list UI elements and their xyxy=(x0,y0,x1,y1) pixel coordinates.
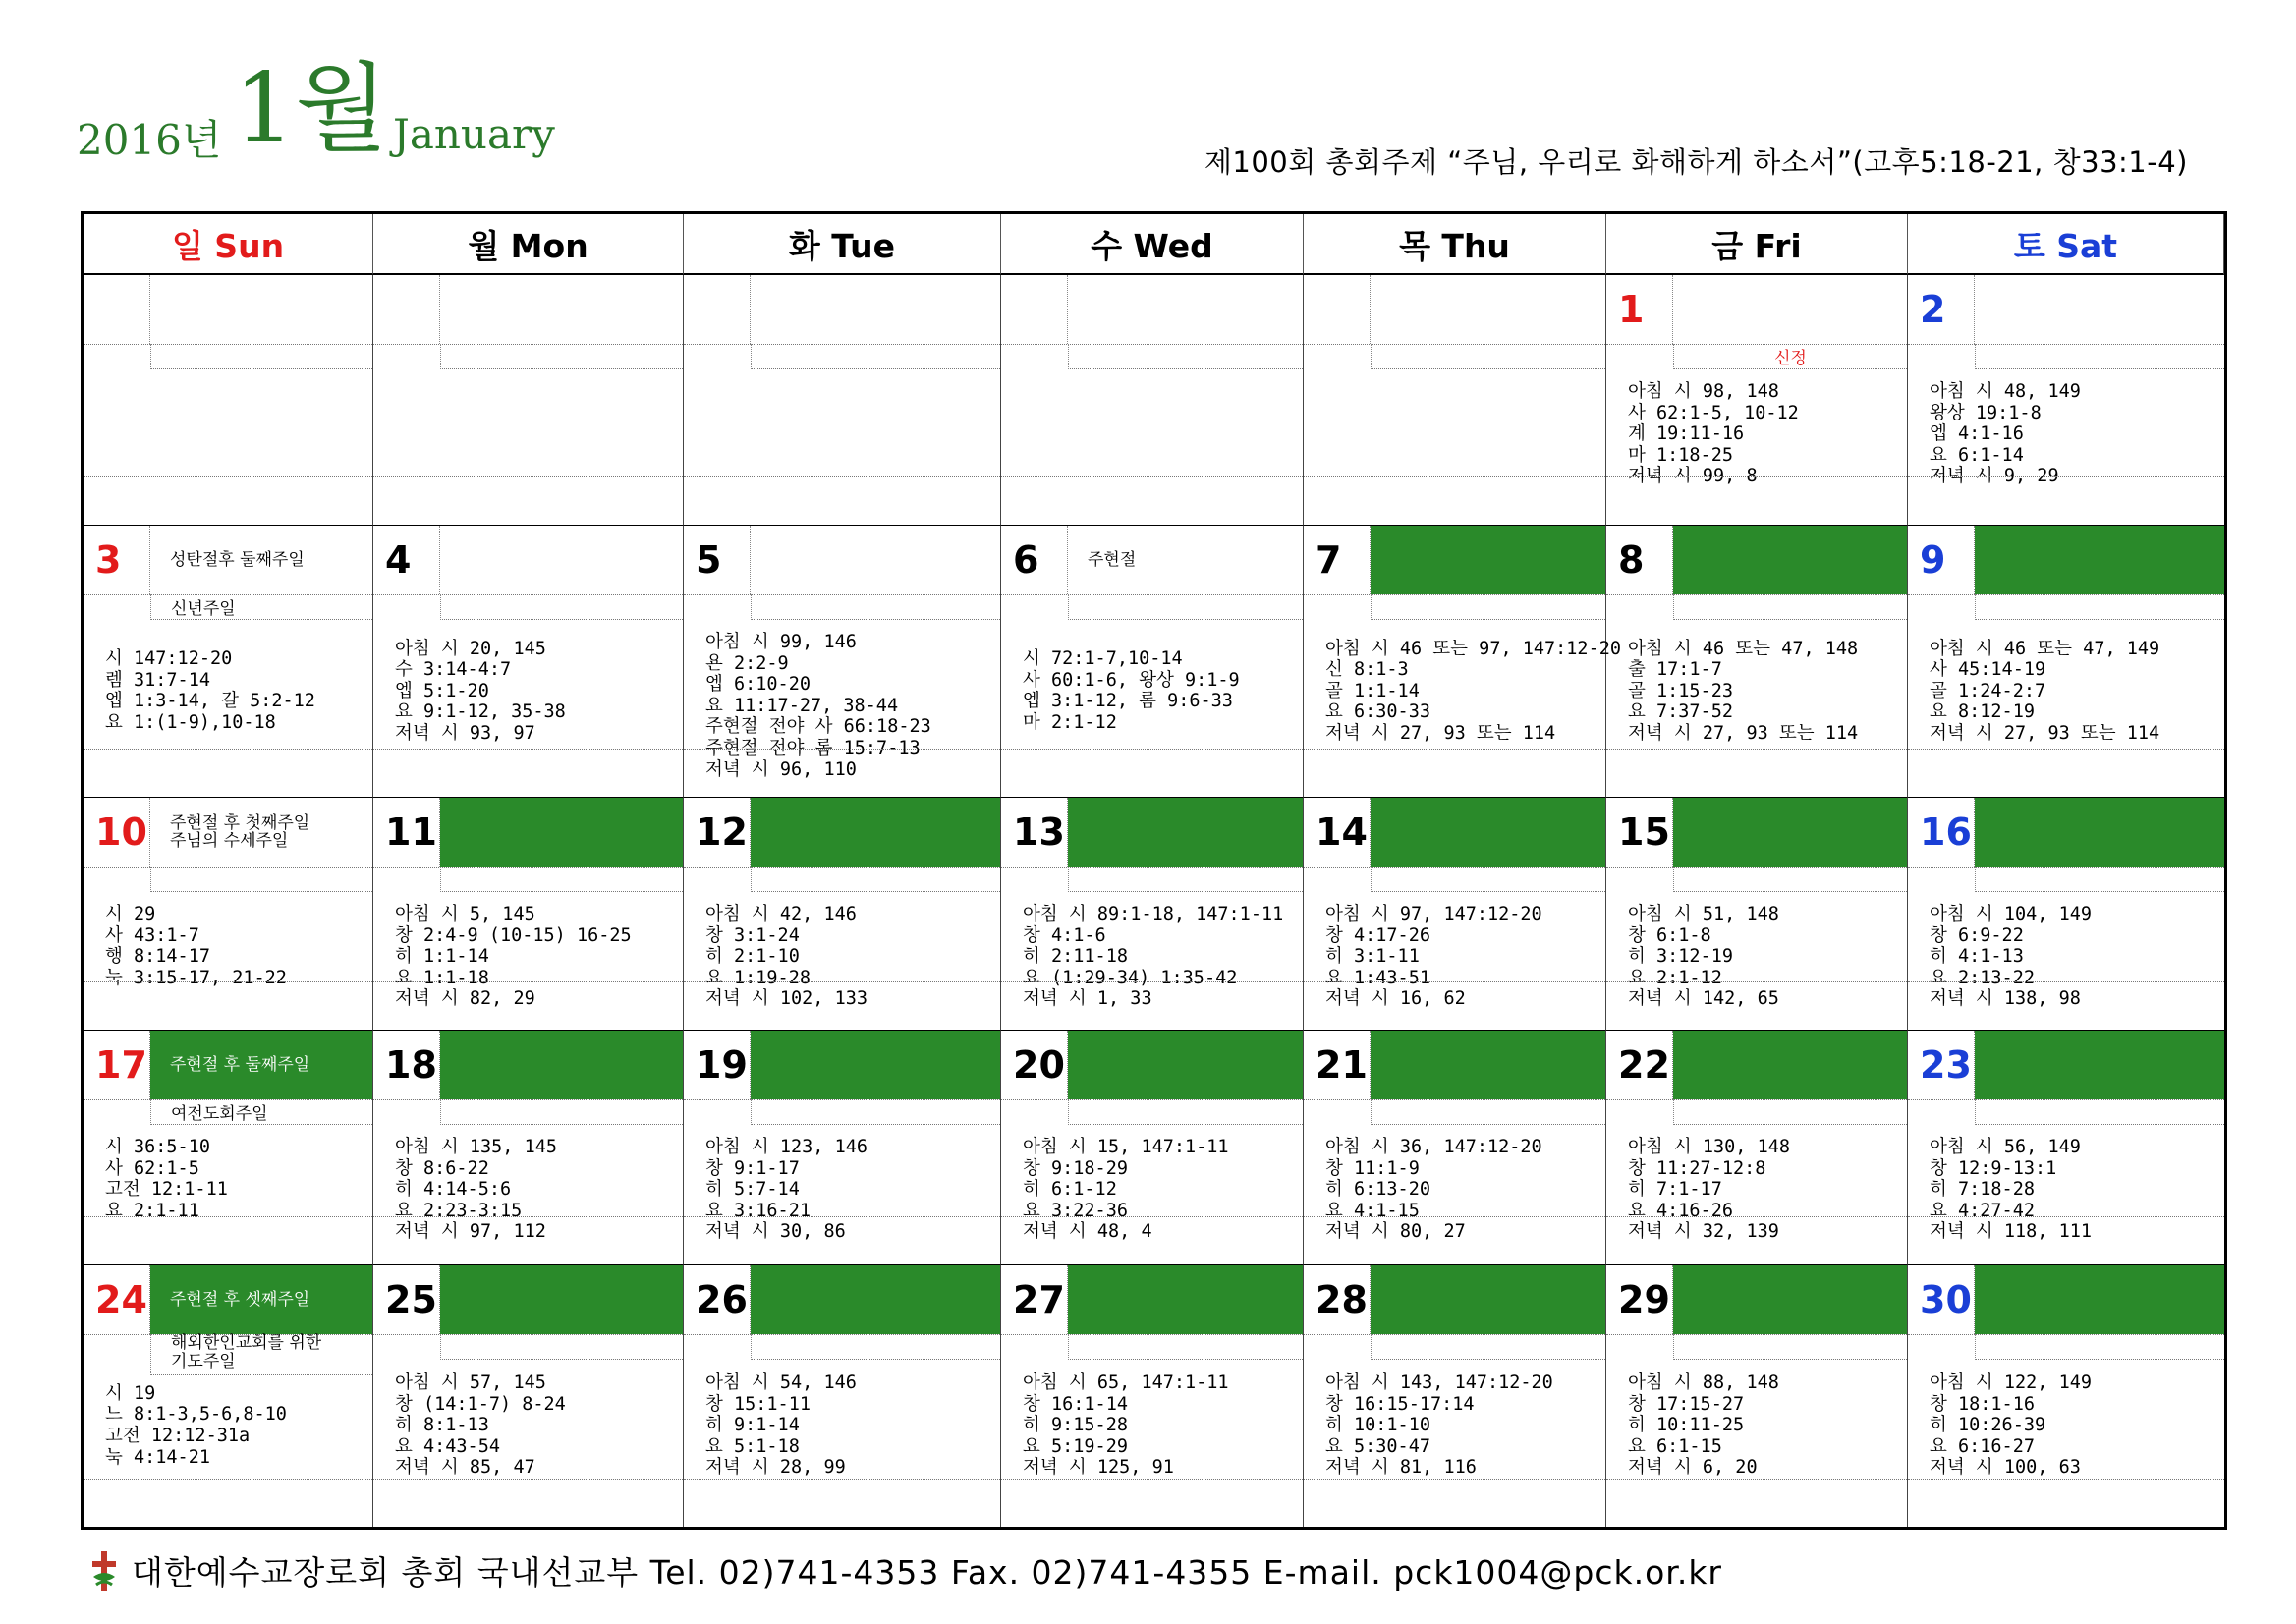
empty-day-cell xyxy=(1304,275,1606,526)
weekday-header-tue: 화 Tue xyxy=(684,214,1001,275)
day-cell-20 xyxy=(1001,1031,1304,1265)
day-number-strip xyxy=(84,526,372,595)
year-label: 2016년 xyxy=(77,116,222,164)
day-number-strip xyxy=(1606,1265,1907,1335)
lectionary-readings: 아침 시 46 또는 97, 147:12-20 신 8:1-3 골 1:1-14 요 6:30-33 저녁 시 27, 93 또는 114 xyxy=(1325,638,1621,744)
day-number-strip xyxy=(373,275,683,345)
day-number: 10 xyxy=(84,798,150,867)
cell-footer-line xyxy=(684,1216,1000,1217)
day-observance-band: 주현절 후 첫째주일 주님의 수세주일 xyxy=(170,813,310,851)
day-subtitle xyxy=(1371,344,1605,369)
day-number: 18 xyxy=(373,1031,440,1099)
day-number-strip xyxy=(1908,798,2224,868)
day-number: 12 xyxy=(684,798,751,867)
cell-footer-line xyxy=(684,476,1000,477)
day-subtitle xyxy=(1673,1334,1907,1360)
day-number-strip xyxy=(84,798,372,868)
day-cell-25 xyxy=(373,1265,684,1527)
month-label: 1월 xyxy=(234,53,389,165)
day-number-strip xyxy=(1606,1031,1907,1100)
day-cell-15 xyxy=(1606,798,1908,1031)
day-observance-band xyxy=(751,275,1000,344)
day-number: 28 xyxy=(1304,1265,1371,1334)
day-subtitle xyxy=(150,344,372,369)
cell-footer-line xyxy=(1606,981,1907,982)
day-number: 4 xyxy=(373,526,440,594)
day-number-strip xyxy=(84,275,372,345)
day-observance-band xyxy=(440,1265,683,1334)
day-number xyxy=(373,275,440,344)
cell-footer-line xyxy=(84,1216,372,1217)
day-observance-band xyxy=(751,1031,1000,1099)
day-observance-band xyxy=(1673,1031,1907,1099)
cell-footer-line xyxy=(373,981,683,982)
day-subtitle xyxy=(1975,867,2224,892)
cell-footer-line xyxy=(1001,1479,1303,1480)
cell-footer-line xyxy=(1606,1479,1907,1480)
day-cell-22 xyxy=(1606,1031,1908,1265)
day-number-strip xyxy=(373,798,683,868)
day-number-strip xyxy=(1001,1031,1303,1100)
cell-footer-line xyxy=(1304,476,1605,477)
lectionary-readings: 아침 시 130, 148 창 11:27-12:8 히 7:1-17 요 4:16-26 저녁 시 32, 139 xyxy=(1628,1137,1790,1243)
day-number: 21 xyxy=(1304,1031,1371,1099)
cell-footer-line xyxy=(684,981,1000,982)
lectionary-readings: 아침 시 36, 147:12-20 창 11:1-9 히 6:13-20 요 4:1-15 저녁 시 80, 27 xyxy=(1325,1137,1542,1243)
cell-footer-line xyxy=(84,476,372,477)
day-number-strip xyxy=(1304,275,1605,345)
day-number: 22 xyxy=(1606,1031,1673,1099)
day-cell-16 xyxy=(1908,798,2224,1031)
day-cell-3 xyxy=(84,526,373,798)
cell-footer-line xyxy=(1606,1216,1907,1217)
day-subtitle xyxy=(440,1334,683,1360)
day-subtitle: 여전도회주일 xyxy=(150,1099,372,1125)
cell-footer-line xyxy=(84,749,372,750)
day-number-strip xyxy=(1304,526,1605,595)
cell-footer-line xyxy=(1304,1216,1605,1217)
day-subtitle xyxy=(1068,1334,1303,1360)
lectionary-readings: 아침 시 56, 149 창 12:9-13:1 히 7:18-28 요 4:27-42 저녁 시 118, 111 xyxy=(1930,1137,2092,1243)
day-subtitle xyxy=(1371,1334,1605,1360)
day-cell-9 xyxy=(1908,526,2224,798)
lectionary-readings: 아침 시 104, 149 창 6:9-22 히 4:1-13 요 2:13-22 저녁 시 138, 98 xyxy=(1930,904,2092,1010)
day-subtitle: 신년주일 xyxy=(150,594,372,620)
day-number-strip xyxy=(1304,798,1605,868)
day-observance-band: 주현절 xyxy=(1088,550,1137,570)
day-observance-band xyxy=(1371,275,1605,344)
day-number-strip xyxy=(373,1265,683,1335)
day-cell-26 xyxy=(684,1265,1001,1527)
day-cell-8 xyxy=(1606,526,1908,798)
cell-footer-line xyxy=(1606,749,1907,750)
day-number-strip xyxy=(684,275,1000,345)
day-observance-band: 주현절 후 셋째주일 xyxy=(150,1265,372,1334)
day-cell-7 xyxy=(1304,526,1621,798)
cell-footer-line xyxy=(1001,476,1303,477)
day-observance-band xyxy=(1371,1265,1605,1334)
day-number-strip xyxy=(684,1265,1000,1335)
day-observance-band xyxy=(440,798,683,867)
day-observance-band xyxy=(1068,275,1303,344)
lectionary-readings: 아침 시 5, 145 창 2:4-9 (10-15) 16-25 히 1:1-14 요 1:1-18 저녁 시 82, 29 xyxy=(395,904,632,1010)
day-subtitle: 해외한인교회를 위한 기도주일 xyxy=(150,1334,372,1375)
lectionary-readings: 아침 시 15, 147:1-11 창 9:18-29 히 6:1-12 요 3:22-36 저녁 시 48, 4 xyxy=(1023,1137,1229,1243)
cell-footer-line xyxy=(1908,1216,2224,1217)
day-cell-1 xyxy=(1606,275,1908,526)
empty-day-cell xyxy=(684,275,1001,526)
weekday-header-thu: 목 Thu xyxy=(1304,214,1606,275)
lectionary-readings: 아침 시 135, 145 창 8:6-22 히 4:14-5:6 요 2:23-3:15 저녁 시 97, 112 xyxy=(395,1137,557,1243)
day-observance-band xyxy=(1975,275,2224,344)
lectionary-readings: 아침 시 42, 146 창 3:1-24 히 2:1-10 요 1:19-28 저녁 시 102, 133 xyxy=(705,904,868,1010)
cell-footer-line xyxy=(1908,476,2224,477)
day-cell-4 xyxy=(373,526,684,798)
day-observance-band xyxy=(1975,1265,2224,1334)
day-number: 19 xyxy=(684,1031,751,1099)
day-number-strip xyxy=(1606,275,1907,345)
day-number-strip xyxy=(1001,526,1303,595)
contact-info: 대한예수교장로회 총회 국내선교부 Tel. 02)741-4353 Fax. 02)741-4355 E-mail. pck1004@pck.or.kr xyxy=(132,1553,1723,1592)
day-observance-band xyxy=(1673,526,1907,594)
footer xyxy=(90,1547,1722,1594)
day-number: 8 xyxy=(1606,526,1673,594)
cell-footer-line xyxy=(1908,749,2224,750)
empty-day-cell xyxy=(84,275,373,526)
cell-footer-line xyxy=(1001,749,1303,750)
day-observance-band xyxy=(751,798,1000,867)
day-subtitle xyxy=(1673,867,1907,892)
lectionary-readings: 아침 시 143, 147:12-20 창 16:15-17:14 히 10:1-10 요 5:30-47 저녁 시 81, 116 xyxy=(1325,1372,1553,1479)
lectionary-readings: 아침 시 99, 146 욘 2:2-9 엡 6:10-20 요 11:17-27, 38-44 주현절 전야 사 66:18-23 주현절 전야 롬 15:7-13 저녁 시 96, 110 xyxy=(705,632,931,780)
day-subtitle xyxy=(1673,594,1907,620)
day-number-strip xyxy=(1304,1265,1605,1335)
day-cell-19 xyxy=(684,1031,1001,1265)
day-cell-11 xyxy=(373,798,684,1031)
day-cell-14 xyxy=(1304,798,1606,1031)
weekday-header-sun: 일 Sun xyxy=(84,214,373,275)
day-number: 13 xyxy=(1001,798,1068,867)
weekday-header-fri: 금 Fri xyxy=(1606,214,1908,275)
day-number: 5 xyxy=(684,526,751,594)
day-observance-band xyxy=(1371,798,1605,867)
day-subtitle xyxy=(150,867,372,892)
empty-day-cell xyxy=(1001,275,1304,526)
lectionary-readings: 아침 시 46 또는 47, 148 출 17:1-7 골 1:15-23 요 7:37-52 저녁 시 27, 93 또는 114 xyxy=(1628,638,1859,744)
lectionary-readings: 아침 시 54, 146 창 15:1-11 히 9:1-14 요 5:1-18 저녁 시 28, 99 xyxy=(705,1372,857,1479)
day-observance-band xyxy=(751,526,1000,594)
lectionary-readings: 아침 시 123, 146 창 9:1-17 히 5:7-14 요 3:16-21 저녁 시 30, 86 xyxy=(705,1137,868,1243)
cell-footer-line xyxy=(1908,981,2224,982)
day-cell-10 xyxy=(84,798,373,1031)
day-number-strip xyxy=(84,1265,372,1335)
day-subtitle xyxy=(1673,1099,1907,1125)
cell-footer-line xyxy=(1908,1479,2224,1480)
weekday-header-sat: 토 Sat xyxy=(1908,214,2224,275)
day-number-strip xyxy=(1001,798,1303,868)
cell-footer-line xyxy=(1304,749,1605,750)
day-number xyxy=(684,275,751,344)
day-observance-band xyxy=(1673,275,1907,344)
day-observance-band xyxy=(1975,798,2224,867)
cell-footer-line xyxy=(373,476,683,477)
day-observance-band xyxy=(150,275,372,344)
day-cell-17 xyxy=(84,1031,373,1265)
day-number-strip xyxy=(373,1031,683,1100)
day-subtitle: 신정 xyxy=(1673,344,1907,369)
cell-footer-line xyxy=(1001,981,1303,982)
day-number: 16 xyxy=(1908,798,1975,867)
day-number: 25 xyxy=(373,1265,440,1334)
day-number-strip xyxy=(1001,275,1303,345)
day-number-strip xyxy=(84,1031,372,1100)
day-subtitle xyxy=(440,867,683,892)
day-subtitle xyxy=(1975,1099,2224,1125)
lectionary-readings: 아침 시 98, 148 사 62:1-5, 10-12 계 19:11-16 마 1:18-25 저녁 시 99, 8 xyxy=(1628,381,1799,487)
lectionary-readings: 아침 시 88, 148 창 17:15-27 히 10:11-25 요 6:1-15 저녁 시 6, 20 xyxy=(1628,1372,1779,1479)
day-number-strip xyxy=(1908,275,2224,345)
cell-footer-line xyxy=(1606,476,1907,477)
cell-footer-line xyxy=(373,749,683,750)
day-cell-2 xyxy=(1908,275,2224,526)
day-cell-23 xyxy=(1908,1031,2224,1265)
day-number: 7 xyxy=(1304,526,1371,594)
day-number-strip xyxy=(1001,1265,1303,1335)
day-subtitle xyxy=(1068,594,1303,620)
day-observance-band xyxy=(1975,526,2224,594)
day-subtitle xyxy=(1371,1099,1605,1125)
lectionary-readings: 시 29 사 43:1-7 행 8:14-17 눅 3:15-17, 21-22 xyxy=(105,904,287,988)
day-cell-21 xyxy=(1304,1031,1606,1265)
lectionary-readings: 시 36:5-10 사 62:1-5 고전 12:1-11 요 2:1-11 xyxy=(105,1137,228,1221)
day-number-strip xyxy=(373,526,683,595)
day-observance-band: 성탄절후 둘째주일 xyxy=(170,550,305,570)
lectionary-readings: 시 147:12-20 렘 31:7-14 엡 1:3-14, 갈 5:2-12 요 1:(1-9),10-18 xyxy=(105,648,315,734)
day-observance-band xyxy=(1068,1031,1303,1099)
lectionary-readings: 아침 시 89:1-18, 147:1-11 창 4:1-6 히 2:11-18 요 (1:29-34) 1:35-42 저녁 시 1, 33 xyxy=(1023,904,1284,1010)
weekday-header-wed: 수 Wed xyxy=(1001,214,1304,275)
lectionary-readings: 아침 시 122, 149 창 18:1-16 히 10:26-39 요 6:16-27 저녁 시 100, 63 xyxy=(1930,1372,2092,1479)
day-number: 14 xyxy=(1304,798,1371,867)
day-number: 29 xyxy=(1606,1265,1673,1334)
day-number xyxy=(1304,275,1371,344)
day-number-strip xyxy=(1908,1265,2224,1335)
day-subtitle xyxy=(751,1099,1000,1125)
day-observance-band xyxy=(751,1265,1000,1334)
day-cell-6 xyxy=(1001,526,1304,798)
day-observance-band xyxy=(440,1031,683,1099)
day-subtitle xyxy=(751,1334,1000,1360)
day-number-strip xyxy=(684,526,1000,595)
day-number-strip xyxy=(1606,798,1907,868)
lectionary-readings: 아침 시 51, 148 창 6:1-8 히 3:12-19 요 2:1-12 저녁 시 142, 65 xyxy=(1628,904,1779,1010)
day-subtitle xyxy=(751,344,1000,369)
empty-day-cell xyxy=(373,275,684,526)
day-number-strip xyxy=(684,798,1000,868)
cell-footer-line xyxy=(684,749,1000,750)
day-observance-band xyxy=(440,526,683,594)
day-cell-18 xyxy=(373,1031,684,1265)
day-number: 2 xyxy=(1908,275,1975,344)
day-subtitle xyxy=(1371,594,1605,620)
day-subtitle xyxy=(1068,1099,1303,1125)
day-subtitle xyxy=(1371,867,1605,892)
lectionary-readings: 시 72:1-7,10-14 사 60:1-6, 왕상 9:1-9 엡 3:1-12, 롬 9:6-33 마 2:1-12 xyxy=(1023,648,1240,734)
day-number: 15 xyxy=(1606,798,1673,867)
cell-footer-line xyxy=(373,1479,683,1480)
day-subtitle xyxy=(1975,594,2224,620)
day-observance-band xyxy=(1371,526,1605,594)
day-observance-band xyxy=(1371,1031,1605,1099)
day-subtitle xyxy=(440,1099,683,1125)
church-logo-icon xyxy=(90,1549,118,1593)
day-number: 9 xyxy=(1908,526,1975,594)
calendar-grid xyxy=(81,211,2227,1530)
day-number: 23 xyxy=(1908,1031,1975,1099)
day-cell-12 xyxy=(684,798,1001,1031)
assembly-theme: 제100회 총회주제 “주님, 우리로 화해하게 하소서”(고후5:18-21, 창33:1-4) xyxy=(1204,145,2188,179)
day-subtitle xyxy=(440,344,683,369)
day-observance-band: 주현절 후 둘째주일 xyxy=(150,1031,372,1099)
day-observance-band xyxy=(1975,1031,2224,1099)
month-english-label: January xyxy=(393,110,555,158)
day-number: 26 xyxy=(684,1265,751,1334)
cell-footer-line xyxy=(373,1216,683,1217)
day-number xyxy=(84,275,150,344)
day-number xyxy=(1001,275,1068,344)
day-cell-27 xyxy=(1001,1265,1304,1527)
cell-footer-line xyxy=(684,1479,1000,1480)
day-number: 6 xyxy=(1001,526,1068,594)
day-observance-band xyxy=(1068,1265,1303,1334)
day-number: 17 xyxy=(84,1031,150,1099)
lectionary-readings: 아침 시 65, 147:1-11 창 16:1-14 히 9:15-28 요 5:19-29 저녁 시 125, 91 xyxy=(1023,1372,1229,1479)
day-cell-30 xyxy=(1908,1265,2224,1527)
day-subtitle xyxy=(751,594,1000,620)
day-number: 24 xyxy=(84,1265,150,1334)
day-subtitle xyxy=(1975,1334,2224,1360)
day-number-strip xyxy=(1606,526,1907,595)
day-observance-band xyxy=(1673,1265,1907,1334)
day-cell-13 xyxy=(1001,798,1304,1031)
lectionary-readings: 아침 시 57, 145 창 (14:1-7) 8-24 히 8:1-13 요 4:43-54 저녁 시 85, 47 xyxy=(395,1372,566,1479)
cell-footer-line xyxy=(84,981,372,982)
day-observance-band xyxy=(1673,798,1907,867)
day-cell-29 xyxy=(1606,1265,1908,1527)
day-number: 11 xyxy=(373,798,440,867)
day-number: 27 xyxy=(1001,1265,1068,1334)
day-number: 20 xyxy=(1001,1031,1068,1099)
weekday-header-mon: 월 Mon xyxy=(373,214,684,275)
day-cell-28 xyxy=(1304,1265,1606,1527)
day-cell-24 xyxy=(84,1265,373,1527)
cell-footer-line xyxy=(1001,1216,1303,1217)
lectionary-readings: 아침 시 97, 147:12-20 창 4:17-26 히 3:1-11 요 1:43-51 저녁 시 16, 62 xyxy=(1325,904,1542,1010)
day-subtitle xyxy=(1068,867,1303,892)
lectionary-readings: 아침 시 46 또는 47, 149 사 45:14-19 골 1:24-2:7 요 8:12-19 저녁 시 27, 93 또는 114 xyxy=(1930,638,2160,744)
day-number: 3 xyxy=(84,526,150,594)
day-number: 30 xyxy=(1908,1265,1975,1334)
day-observance-band xyxy=(440,275,683,344)
lectionary-readings: 아침 시 48, 149 왕상 19:1-8 엡 4:1-16 요 6:1-14 저녁 시 9, 29 xyxy=(1930,381,2081,487)
day-number-strip xyxy=(684,1031,1000,1100)
day-subtitle xyxy=(1068,344,1303,369)
cell-footer-line xyxy=(84,1479,372,1480)
day-subtitle xyxy=(440,594,683,620)
day-subtitle xyxy=(751,867,1000,892)
cell-footer-line xyxy=(1304,981,1605,982)
cell-footer-line xyxy=(1304,1479,1605,1480)
day-observance-band xyxy=(1068,798,1303,867)
day-subtitle xyxy=(1975,344,2224,369)
day-number: 1 xyxy=(1606,275,1673,344)
day-cell-5 xyxy=(684,526,1001,798)
lectionary-readings: 아침 시 20, 145 수 3:14-4:7 엡 5:1-20 요 9:1-12, 35-38 저녁 시 93, 97 xyxy=(395,638,566,744)
lectionary-readings: 시 19 느 8:1-3,5-6,8-10 고전 12:12-31a 눅 4:14-21 xyxy=(105,1382,287,1468)
day-number-strip xyxy=(1304,1031,1605,1100)
day-number-strip xyxy=(1908,526,2224,595)
day-number-strip xyxy=(1908,1031,2224,1100)
